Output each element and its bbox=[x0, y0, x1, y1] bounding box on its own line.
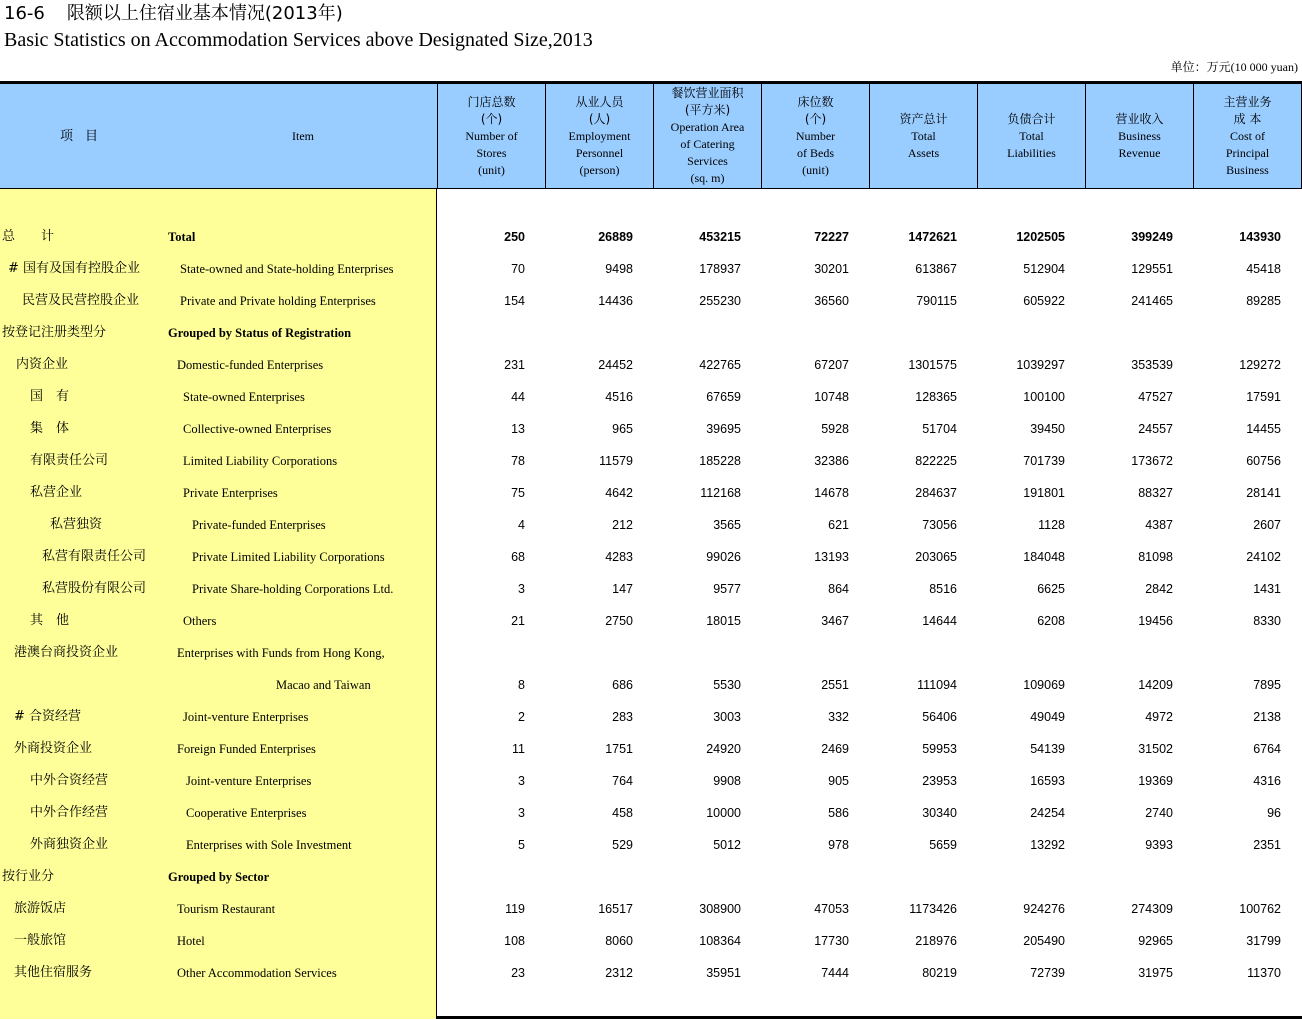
cell-value: 5928 bbox=[821, 422, 849, 436]
cell-value: 5012 bbox=[713, 838, 741, 852]
cell-value: 218976 bbox=[915, 934, 957, 948]
header-line: (sq. m) bbox=[690, 171, 725, 185]
row-label-en: Hotel bbox=[177, 934, 205, 948]
row-label-cn: 私营企业 bbox=[30, 485, 83, 500]
row-label-cn: 按行业分 bbox=[2, 869, 55, 884]
cell-value: 212 bbox=[612, 518, 633, 532]
row-label-cn: 国 有 bbox=[30, 389, 70, 404]
cell-value: 67659 bbox=[706, 390, 741, 404]
cell-value: 17591 bbox=[1246, 390, 1281, 404]
cell-value: 283 bbox=[612, 710, 633, 724]
header-line: 营业收入 bbox=[1115, 111, 1164, 126]
cell-value: 458 bbox=[612, 806, 633, 820]
cell-value: 2842 bbox=[1145, 582, 1173, 596]
header-line: Employment bbox=[568, 128, 631, 143]
cell-value: 81098 bbox=[1138, 550, 1173, 564]
cell-value: 5530 bbox=[713, 678, 741, 692]
row-label-cn: 中外合作经营 bbox=[30, 805, 109, 820]
table-row bbox=[0, 669, 1302, 701]
cell-value: 75 bbox=[511, 486, 525, 500]
row-label-en: Private and Private holding Enterprises bbox=[180, 294, 376, 308]
cell-value: 3 bbox=[518, 582, 525, 596]
table-title-english: Basic Statistics on Accommodation Services above Designated Size,2013 bbox=[4, 29, 593, 51]
cell-value: 332 bbox=[828, 710, 849, 724]
cell-value: 54139 bbox=[1030, 742, 1065, 756]
cell-value: 11 bbox=[512, 742, 525, 756]
header-line: (person) bbox=[579, 162, 620, 177]
header-line: Revenue bbox=[1118, 145, 1161, 160]
cell-value: 10748 bbox=[814, 390, 849, 404]
table-row bbox=[0, 893, 1302, 925]
cell-value: 108364 bbox=[699, 934, 741, 948]
header-line: Principal bbox=[1225, 145, 1270, 160]
cell-value: 4972 bbox=[1145, 710, 1173, 724]
header-line: Personnel bbox=[575, 145, 624, 160]
cell-value: 31975 bbox=[1138, 966, 1173, 980]
cell-value: 28141 bbox=[1246, 486, 1281, 500]
cell-value: 864 bbox=[828, 582, 849, 596]
header-column-4 bbox=[869, 84, 977, 188]
row-label-en: Enterprises with Sole Investment bbox=[186, 838, 352, 852]
header-column-0 bbox=[437, 84, 545, 188]
cell-value: 3467 bbox=[821, 614, 849, 628]
header-line: 门店总数 bbox=[467, 94, 516, 109]
cell-value: 453215 bbox=[699, 230, 741, 244]
row-label-en: Foreign Funded Enterprises bbox=[177, 742, 316, 756]
cell-value: 308900 bbox=[699, 902, 741, 916]
table-row bbox=[0, 413, 1302, 445]
cell-value: 23 bbox=[511, 966, 525, 980]
row-label-en: Collective-owned Enterprises bbox=[183, 422, 332, 436]
cell-value: 5659 bbox=[929, 838, 957, 852]
table-row bbox=[0, 381, 1302, 413]
cell-value: 1472621 bbox=[908, 230, 957, 244]
cell-value: 19456 bbox=[1138, 614, 1173, 628]
cell-value: 36560 bbox=[814, 294, 849, 308]
cell-value: 701739 bbox=[1023, 454, 1065, 468]
row-label-cn: 私营独资 bbox=[50, 517, 103, 532]
table-row bbox=[0, 285, 1302, 317]
cell-value: 68 bbox=[511, 550, 525, 564]
cell-value: 7895 bbox=[1253, 678, 1281, 692]
cell-value: 2 bbox=[518, 710, 525, 724]
row-label-cn: 总 计 bbox=[2, 229, 55, 244]
cell-value: 11370 bbox=[1247, 966, 1281, 980]
table-row bbox=[0, 829, 1302, 861]
table-row bbox=[0, 957, 1302, 989]
cell-value: 173672 bbox=[1131, 454, 1173, 468]
cell-value: 399249 bbox=[1131, 230, 1173, 244]
table-row bbox=[0, 349, 1302, 381]
cell-value: 241465 bbox=[1131, 294, 1173, 308]
cell-value: 284637 bbox=[915, 486, 957, 500]
cell-value: 529 bbox=[612, 838, 633, 852]
cell-value: 14209 bbox=[1138, 678, 1173, 692]
cell-value: 605922 bbox=[1023, 294, 1065, 308]
cell-value: 686 bbox=[612, 678, 633, 692]
row-label-en: Enterprises with Funds from Hong Kong, bbox=[177, 646, 385, 660]
row-label-en: Private Share-holding Corporations Ltd. bbox=[192, 582, 394, 596]
cell-value: 56406 bbox=[922, 710, 957, 724]
row-label-cn: 外商投资企业 bbox=[14, 741, 93, 756]
cell-value: 44 bbox=[511, 390, 525, 404]
table-row bbox=[0, 477, 1302, 509]
row-label-cn: # 国有及国有控股企业 bbox=[8, 261, 141, 276]
cell-value: 24557 bbox=[1138, 422, 1173, 436]
table-row bbox=[0, 637, 1302, 669]
cell-value: 24452 bbox=[598, 358, 633, 372]
table-row bbox=[0, 765, 1302, 797]
row-label-en: Grouped by Status of Registration bbox=[168, 326, 352, 340]
table-row bbox=[0, 445, 1302, 477]
cell-value: 512904 bbox=[1023, 262, 1065, 276]
cell-value: 14455 bbox=[1246, 422, 1281, 436]
row-label-en: Joint-venture Enterprises bbox=[183, 710, 309, 724]
cell-value: 30201 bbox=[814, 262, 849, 276]
table-row bbox=[0, 605, 1302, 637]
cell-value: 905 bbox=[828, 774, 849, 788]
cell-value: 2351 bbox=[1253, 838, 1281, 852]
header-column-1 bbox=[545, 84, 653, 188]
cell-value: 39450 bbox=[1030, 422, 1065, 436]
table-row bbox=[0, 221, 1302, 253]
cell-value: 19369 bbox=[1138, 774, 1173, 788]
cell-value: 99026 bbox=[706, 550, 741, 564]
cell-value: 14644 bbox=[922, 614, 957, 628]
cell-value: 70 bbox=[511, 262, 525, 276]
table-header bbox=[0, 84, 1302, 189]
row-label-cn: 按登记注册类型分 bbox=[2, 325, 107, 340]
cell-value: 80219 bbox=[922, 966, 957, 980]
header-column-7 bbox=[1193, 84, 1302, 188]
row-label-en: Joint-venture Enterprises bbox=[186, 774, 312, 788]
cell-value: 178937 bbox=[699, 262, 741, 276]
unit-en: (10 000 yuan) bbox=[1230, 60, 1298, 74]
cell-value: 231 bbox=[504, 358, 525, 372]
header-column-5 bbox=[977, 84, 1085, 188]
header-line: 从业人员 bbox=[575, 94, 624, 109]
header-line: (个) bbox=[480, 111, 503, 126]
row-label-cn: 中外合资经营 bbox=[30, 773, 109, 788]
header-line: Operation Area bbox=[670, 120, 745, 134]
cell-value: 764 bbox=[612, 774, 633, 788]
cell-value: 9908 bbox=[713, 774, 741, 788]
row-label-cn: 港澳台商投资企业 bbox=[14, 645, 119, 660]
header-column-2 bbox=[653, 84, 761, 188]
cell-value: 274309 bbox=[1131, 902, 1173, 916]
header-line: of Beds bbox=[797, 145, 834, 160]
header-line: (个) bbox=[804, 111, 827, 126]
cell-value: 47527 bbox=[1138, 390, 1173, 404]
cell-value: 100762 bbox=[1239, 902, 1281, 916]
cell-value: 73056 bbox=[922, 518, 957, 532]
cell-value: 32386 bbox=[814, 454, 849, 468]
cell-value: 154 bbox=[504, 294, 525, 308]
cell-value: 8 bbox=[518, 678, 525, 692]
header-line: 床位数 bbox=[797, 94, 834, 109]
cell-value: 3 bbox=[518, 806, 525, 820]
row-label-en: Private Limited Liability Corporations bbox=[192, 550, 385, 564]
cell-value: 13 bbox=[511, 422, 525, 436]
header-line: Assets bbox=[907, 145, 940, 160]
table-row bbox=[0, 573, 1302, 605]
cell-value: 8060 bbox=[605, 934, 633, 948]
cell-value: 88327 bbox=[1138, 486, 1173, 500]
cell-value: 72227 bbox=[814, 230, 849, 244]
header-line: (unit) bbox=[478, 162, 505, 177]
row-label-cn: 私营股份有限公司 bbox=[42, 581, 147, 596]
cell-value: 3 bbox=[518, 774, 525, 788]
header-line: Business bbox=[1118, 128, 1161, 143]
header-line: Cost of bbox=[1229, 128, 1265, 143]
cell-value: 18015 bbox=[706, 614, 741, 628]
cell-value: 4516 bbox=[605, 390, 633, 404]
cell-value: 255230 bbox=[699, 294, 741, 308]
cell-value: 35951 bbox=[706, 966, 741, 980]
cell-value: 60756 bbox=[1246, 454, 1281, 468]
cell-value: 112168 bbox=[700, 486, 741, 500]
cell-value: 89285 bbox=[1246, 294, 1281, 308]
cell-value: 13193 bbox=[814, 550, 849, 564]
header-line: of Catering bbox=[680, 137, 735, 151]
cell-value: 31799 bbox=[1246, 934, 1281, 948]
cell-value: 13292 bbox=[1030, 838, 1065, 852]
cell-value: 6625 bbox=[1037, 582, 1065, 596]
cell-value: 14436 bbox=[598, 294, 633, 308]
cell-value: 9577 bbox=[713, 582, 741, 596]
header-line: 主营业务 bbox=[1223, 94, 1272, 109]
cell-value: 422765 bbox=[699, 358, 741, 372]
cell-value: 6208 bbox=[1037, 614, 1065, 628]
cell-value: 1173426 bbox=[909, 902, 957, 916]
cell-value: 4 bbox=[518, 518, 525, 532]
table-number: 16-6 bbox=[4, 3, 45, 24]
cell-value: 4387 bbox=[1145, 518, 1173, 532]
cell-value: 51704 bbox=[922, 422, 957, 436]
cell-value: 78 bbox=[511, 454, 525, 468]
table-row bbox=[0, 317, 1302, 349]
row-label-cn: # 合资经营 bbox=[14, 709, 82, 724]
cell-value: 143930 bbox=[1239, 230, 1281, 244]
cell-value: 4316 bbox=[1253, 774, 1281, 788]
cell-value: 353539 bbox=[1131, 358, 1173, 372]
cell-value: 96 bbox=[1267, 806, 1281, 820]
cell-value: 822225 bbox=[915, 454, 957, 468]
cell-value: 1128 bbox=[1038, 518, 1065, 532]
cell-value: 2138 bbox=[1253, 710, 1281, 724]
cell-value: 250 bbox=[504, 230, 525, 244]
cell-value: 965 bbox=[612, 422, 633, 436]
row-label-cn: 集 体 bbox=[30, 421, 70, 436]
cell-value: 790115 bbox=[916, 294, 957, 308]
cell-value: 2312 bbox=[605, 966, 633, 980]
cell-value: 129272 bbox=[1239, 358, 1281, 372]
cell-value: 10000 bbox=[706, 806, 741, 820]
row-label-cn: 其 他 bbox=[30, 613, 70, 628]
row-label-cn: 旅游饭店 bbox=[14, 901, 67, 916]
table-row bbox=[0, 797, 1302, 829]
cell-value: 24102 bbox=[1246, 550, 1281, 564]
cell-value: 2740 bbox=[1145, 806, 1173, 820]
cell-value: 39695 bbox=[706, 422, 741, 436]
header-line: Number bbox=[795, 128, 836, 143]
cell-value: 978 bbox=[828, 838, 849, 852]
cell-value: 128365 bbox=[915, 390, 957, 404]
row-label-cn: 一般旅馆 bbox=[14, 933, 67, 948]
row-label-en: Limited Liability Corporations bbox=[183, 454, 338, 468]
cell-value: 185228 bbox=[699, 454, 741, 468]
table-row bbox=[0, 541, 1302, 573]
unit-cn: 单位：万元 bbox=[1170, 60, 1231, 74]
cell-value: 67207 bbox=[814, 358, 849, 372]
cell-value: 1751 bbox=[605, 742, 633, 756]
header-line: (平方米) bbox=[684, 103, 731, 117]
cell-value: 45418 bbox=[1246, 262, 1281, 276]
header-column-6 bbox=[1085, 84, 1193, 188]
row-label-en: Grouped by Sector bbox=[168, 870, 270, 884]
header-line: Liabilities bbox=[1007, 145, 1056, 160]
header-line: 成 本 bbox=[1233, 111, 1262, 126]
cell-value: 16517 bbox=[598, 902, 633, 916]
cell-value: 109069 bbox=[1023, 678, 1065, 692]
header-line: (人) bbox=[588, 111, 611, 126]
cell-value: 23953 bbox=[922, 774, 957, 788]
cell-value: 1039297 bbox=[1016, 358, 1065, 372]
cell-value: 119 bbox=[505, 902, 525, 916]
header-line: Business bbox=[1226, 162, 1269, 177]
row-label-en: Domestic-funded Enterprises bbox=[177, 358, 324, 372]
cell-value: 205490 bbox=[1023, 934, 1065, 948]
table-row bbox=[0, 861, 1302, 893]
cell-value: 14678 bbox=[814, 486, 849, 500]
table-row bbox=[0, 733, 1302, 765]
cell-value: 2607 bbox=[1253, 518, 1281, 532]
cell-value: 2469 bbox=[821, 742, 849, 756]
row-label-en: Macao and Taiwan bbox=[276, 678, 371, 692]
header-line: 负债合计 bbox=[1007, 111, 1056, 126]
cell-value: 1202505 bbox=[1016, 230, 1065, 244]
row-label-en: Total bbox=[168, 230, 196, 244]
table-row bbox=[0, 253, 1302, 285]
header-line: Number of bbox=[465, 128, 518, 143]
table-row bbox=[0, 925, 1302, 957]
cell-value: 108 bbox=[504, 934, 525, 948]
cell-value: 21 bbox=[511, 614, 525, 628]
cell-value: 72739 bbox=[1030, 966, 1065, 980]
cell-value: 49049 bbox=[1030, 710, 1065, 724]
cell-value: 184048 bbox=[1023, 550, 1065, 564]
cell-value: 24920 bbox=[706, 742, 741, 756]
header-line: (unit) bbox=[802, 162, 829, 177]
cell-value: 129551 bbox=[1131, 262, 1173, 276]
cell-value: 31502 bbox=[1138, 742, 1173, 756]
cell-value: 9393 bbox=[1145, 838, 1173, 852]
header-item-en: Item bbox=[292, 128, 314, 143]
row-label-cn: 其他住宿服务 bbox=[14, 965, 93, 980]
row-label-cn: 外商独资企业 bbox=[30, 837, 109, 852]
data-table bbox=[0, 81, 1302, 1019]
header-line: Stores bbox=[476, 145, 507, 160]
row-label-en: State-owned Enterprises bbox=[183, 390, 305, 404]
header-item-cn: 项目 bbox=[59, 128, 110, 144]
cell-value: 3565 bbox=[713, 518, 741, 532]
cell-value: 26889 bbox=[598, 230, 633, 244]
cell-value: 7444 bbox=[821, 966, 849, 980]
cell-value: 4642 bbox=[605, 486, 633, 500]
row-label-en: Private-funded Enterprises bbox=[192, 518, 326, 532]
cell-value: 47053 bbox=[814, 902, 849, 916]
table-row bbox=[0, 509, 1302, 541]
cell-value: 2750 bbox=[605, 614, 633, 628]
cell-value: 203065 bbox=[915, 550, 957, 564]
header-line: Total bbox=[1019, 128, 1044, 143]
header-line: Total bbox=[911, 128, 936, 143]
cell-value: 1431 bbox=[1253, 582, 1281, 596]
cell-value: 111094 bbox=[917, 678, 957, 692]
header-line: 资产总计 bbox=[899, 111, 948, 126]
row-label-en: Other Accommodation Services bbox=[177, 966, 337, 980]
cell-value: 16593 bbox=[1030, 774, 1065, 788]
cell-value: 30340 bbox=[922, 806, 957, 820]
cell-value: 8516 bbox=[929, 582, 957, 596]
title-cn-text: 限额以上住宿业基本情况(2013年) bbox=[66, 3, 343, 24]
row-label-en: State-owned and State-holding Enterprises bbox=[180, 262, 394, 276]
cell-value: 59953 bbox=[922, 742, 957, 756]
cell-value: 2551 bbox=[821, 678, 849, 692]
cell-value: 924276 bbox=[1023, 902, 1065, 916]
cell-value: 586 bbox=[828, 806, 849, 820]
cell-value: 92965 bbox=[1138, 934, 1173, 948]
row-label-cn: 有限责任公司 bbox=[30, 453, 109, 468]
row-label-en: Cooperative Enterprises bbox=[186, 806, 307, 820]
row-label-en: Others bbox=[183, 614, 217, 628]
header-line: 餐饮营业面积 bbox=[671, 86, 744, 100]
cell-value: 8330 bbox=[1253, 614, 1281, 628]
cell-value: 621 bbox=[828, 518, 849, 532]
cell-value: 100100 bbox=[1023, 390, 1065, 404]
cell-value: 9498 bbox=[605, 262, 633, 276]
cell-value: 3003 bbox=[713, 710, 741, 724]
table-row bbox=[0, 701, 1302, 733]
row-label-cn: 内资企业 bbox=[16, 357, 69, 372]
header-column-3 bbox=[761, 84, 869, 188]
cell-value: 11579 bbox=[599, 454, 633, 468]
row-label-cn: 私营有限责任公司 bbox=[42, 549, 147, 564]
cell-value: 6764 bbox=[1253, 742, 1281, 756]
cell-value: 147 bbox=[612, 582, 633, 596]
row-label-cn: 民营及民营控股企业 bbox=[22, 293, 140, 308]
cell-value: 613867 bbox=[915, 262, 957, 276]
cell-value: 4283 bbox=[605, 550, 633, 564]
header-line: Services bbox=[687, 154, 728, 168]
cell-value: 24254 bbox=[1030, 806, 1065, 820]
cell-value: 5 bbox=[518, 838, 525, 852]
row-label-en: Private Enterprises bbox=[183, 486, 278, 500]
cell-value: 17730 bbox=[814, 934, 849, 948]
cell-value: 1301575 bbox=[908, 358, 957, 372]
row-label-en: Tourism Restaurant bbox=[177, 902, 276, 916]
table-title-chinese bbox=[4, 2, 343, 26]
unit-note bbox=[1171, 59, 1298, 75]
cell-value: 191801 bbox=[1023, 486, 1065, 500]
